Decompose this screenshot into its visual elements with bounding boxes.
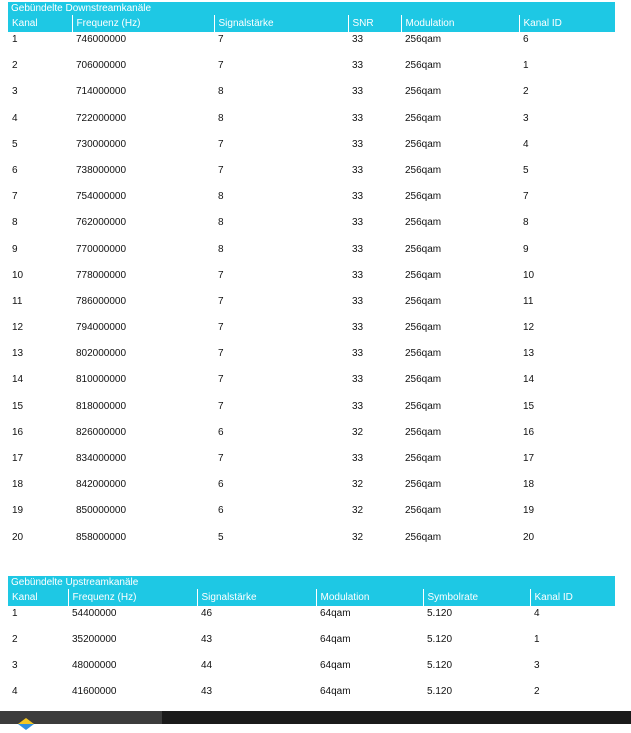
table-cell: 18 — [12, 479, 24, 491]
table-cell: 722000000 — [76, 112, 127, 124]
table-cell: 7 — [218, 34, 224, 45]
table-cell: 9 — [12, 243, 18, 255]
table-cell: 19 — [12, 505, 24, 517]
table-cell: 2 — [12, 60, 18, 72]
taskbar — [0, 711, 631, 724]
table-cell: 33 — [352, 243, 364, 255]
col-header-kanal-id: Kanal ID — [519, 15, 615, 32]
col-header-kanal: Kanal — [8, 589, 68, 606]
table-cell: 746000000 — [76, 34, 127, 45]
table-cell: 5 — [12, 138, 18, 150]
table-cell: 5.120 — [427, 686, 453, 697]
table-cell: 1 — [12, 608, 18, 619]
table-cell: 5 — [523, 164, 529, 176]
table-cell: 17 — [523, 453, 535, 464]
table-cell: 64qam — [320, 686, 351, 697]
table-cell: 8 — [523, 217, 529, 229]
upstream-table — [8, 589, 615, 710]
windows-app-icon — [16, 718, 36, 730]
table-row — [8, 399, 615, 425]
table-row — [8, 242, 615, 268]
table-cell: 16 — [523, 426, 535, 438]
table-cell: 256qam — [405, 453, 442, 464]
table-cell: 48000000 — [72, 660, 117, 671]
table-cell: 256qam — [405, 243, 442, 255]
table-cell: 834000000 — [76, 453, 127, 464]
table-cell: 33 — [352, 348, 364, 360]
table-cell: 256qam — [405, 217, 442, 229]
table-cell: 1 — [12, 34, 18, 45]
table-cell: 706000000 — [76, 60, 127, 72]
table-cell: 256qam — [405, 191, 442, 203]
table-cell: 32 — [352, 531, 364, 543]
col-header-snr: SNR — [348, 15, 401, 32]
table-cell: 842000000 — [76, 479, 127, 491]
table-row — [8, 137, 615, 163]
table-cell: 5.120 — [427, 634, 453, 645]
table-cell: 13 — [12, 348, 24, 360]
table-cell: 11 — [12, 295, 23, 307]
table-cell: 8 — [218, 243, 224, 255]
table-row — [8, 658, 615, 684]
col-header-signalstaerke: Signalstärke — [214, 15, 348, 32]
table-cell: 9 — [523, 243, 529, 255]
table-cell: 858000000 — [76, 531, 127, 543]
table-cell: 32 — [352, 479, 364, 491]
table-cell: 5.120 — [427, 608, 453, 619]
table-cell: 8 — [218, 217, 224, 229]
upstream-title: Gebündelte Upstreamkanäle — [8, 576, 615, 589]
table-cell: 7 — [218, 269, 224, 281]
table-cell: 714000000 — [76, 86, 127, 98]
table-cell: 3 — [12, 660, 18, 671]
table-cell: 3 — [523, 112, 529, 124]
downstream-panel — [8, 2, 615, 556]
table-cell: 256qam — [405, 400, 442, 412]
table-cell: 256qam — [405, 112, 442, 124]
table-cell: 32 — [352, 505, 364, 517]
table-cell: 8 — [218, 112, 224, 124]
table-cell: 44 — [201, 660, 213, 671]
table-cell: 256qam — [405, 295, 442, 307]
table-cell: 8 — [218, 191, 224, 203]
table-row — [8, 606, 615, 632]
table-cell: 786000000 — [76, 295, 127, 307]
table-cell: 33 — [352, 374, 364, 386]
table-cell: 43 — [201, 634, 213, 645]
table-cell: 256qam — [405, 322, 442, 334]
table-cell: 3 — [534, 660, 540, 671]
table-row — [8, 632, 615, 658]
table-row — [8, 477, 615, 503]
table-cell: 13 — [523, 348, 535, 360]
table-cell: 1 — [523, 60, 529, 72]
table-cell: 7 — [12, 191, 18, 203]
table-cell: 256qam — [405, 505, 442, 517]
table-cell: 6 — [218, 505, 224, 517]
table-cell: 33 — [352, 295, 364, 307]
table-cell: 5 — [218, 531, 224, 543]
downstream-table — [8, 15, 615, 556]
table-cell: 11 — [523, 295, 534, 307]
table-row — [8, 530, 615, 556]
table-cell: 4 — [12, 686, 18, 697]
table-cell: 41600000 — [72, 686, 117, 697]
table-cell: 33 — [352, 86, 364, 98]
table-cell: 54400000 — [72, 608, 117, 619]
table-cell: 33 — [352, 164, 364, 176]
table-cell: 12 — [523, 322, 535, 334]
table-cell: 770000000 — [76, 243, 127, 255]
table-cell: 256qam — [405, 60, 442, 72]
table-cell: 15 — [523, 400, 535, 412]
table-cell: 7 — [523, 191, 529, 203]
table-cell: 826000000 — [76, 426, 127, 438]
table-cell: 818000000 — [76, 400, 127, 412]
table-cell: 12 — [12, 322, 24, 334]
table-cell: 256qam — [405, 164, 442, 176]
table-cell: 33 — [352, 191, 364, 203]
table-cell: 7 — [218, 322, 224, 334]
table-cell: 2 — [12, 634, 18, 645]
table-cell: 7 — [218, 295, 224, 307]
table-cell: 7 — [218, 453, 224, 464]
table-cell: 7 — [218, 60, 224, 72]
col-header-modulation: Modulation — [401, 15, 519, 32]
table-cell: 1 — [534, 634, 540, 645]
table-cell: 778000000 — [76, 269, 127, 281]
table-row — [8, 294, 615, 320]
table-row — [8, 111, 615, 137]
col-header-symbolrate: Symbolrate — [423, 589, 530, 606]
table-cell: 256qam — [405, 374, 442, 386]
table-cell: 256qam — [405, 348, 442, 360]
upstream-panel — [8, 576, 615, 710]
table-cell: 762000000 — [76, 217, 127, 229]
table-row — [8, 189, 615, 215]
table-row — [8, 372, 615, 398]
col-header-signalstaerke: Signalstärke — [197, 589, 316, 606]
table-cell: 810000000 — [76, 374, 127, 386]
table-cell: 7 — [218, 348, 224, 360]
table-row — [8, 346, 615, 372]
table-cell: 10 — [12, 269, 24, 281]
table-cell: 7 — [218, 400, 224, 412]
table-cell: 33 — [352, 322, 364, 334]
table-cell: 20 — [12, 531, 24, 543]
downstream-title: Gebündelte Downstreamkanäle — [8, 2, 615, 15]
table-cell: 738000000 — [76, 164, 127, 176]
col-header-frequenz: Frequenz (Hz) — [72, 15, 214, 32]
table-cell: 35200000 — [72, 634, 117, 645]
table-cell: 5.120 — [427, 660, 453, 671]
table-cell: 8 — [218, 86, 224, 98]
table-row — [8, 503, 615, 529]
table-cell: 33 — [352, 34, 364, 45]
table-cell: 2 — [534, 686, 540, 697]
table-cell: 7 — [218, 164, 224, 176]
table-cell: 33 — [352, 138, 364, 150]
table-cell: 4 — [12, 112, 18, 124]
table-cell: 2 — [523, 86, 529, 98]
table-cell: 7 — [218, 138, 224, 150]
table-cell: 33 — [352, 60, 364, 72]
table-cell: 256qam — [405, 34, 442, 45]
table-cell: 794000000 — [76, 322, 127, 334]
table-row — [8, 684, 615, 710]
table-cell: 10 — [523, 269, 535, 281]
col-header-modulation: Modulation — [316, 589, 423, 606]
table-cell: 33 — [352, 453, 364, 464]
table-cell: 19 — [523, 505, 535, 517]
table-cell: 256qam — [405, 479, 442, 491]
table-cell: 3 — [12, 86, 18, 98]
table-row — [8, 32, 615, 58]
table-cell: 256qam — [405, 86, 442, 98]
table-cell: 256qam — [405, 426, 442, 438]
table-row — [8, 425, 615, 451]
downstream-header-row — [8, 15, 615, 32]
table-row — [8, 163, 615, 189]
table-cell: 64qam — [320, 634, 351, 645]
table-row — [8, 84, 615, 110]
table-row — [8, 215, 615, 241]
table-cell: 64qam — [320, 608, 351, 619]
table-cell: 850000000 — [76, 505, 127, 517]
table-cell: 17 — [12, 453, 24, 464]
col-header-kanal-id: Kanal ID — [530, 589, 615, 606]
table-cell: 6 — [218, 426, 224, 438]
table-cell: 46 — [201, 608, 213, 619]
table-cell: 14 — [12, 374, 24, 386]
table-row — [8, 451, 615, 477]
table-cell: 7 — [218, 374, 224, 386]
table-cell: 6 — [218, 479, 224, 491]
table-cell: 6 — [12, 164, 18, 176]
table-cell: 8 — [12, 217, 18, 229]
table-cell: 18 — [523, 479, 535, 491]
col-header-kanal: Kanal — [8, 15, 72, 32]
table-cell: 16 — [12, 426, 24, 438]
table-cell: 33 — [352, 217, 364, 229]
table-cell: 14 — [523, 374, 535, 386]
table-row — [8, 320, 615, 346]
table-cell: 6 — [523, 34, 529, 45]
table-row — [8, 58, 615, 84]
table-cell: 33 — [352, 400, 364, 412]
table-cell: 33 — [352, 112, 364, 124]
table-cell: 20 — [523, 531, 535, 543]
table-cell: 802000000 — [76, 348, 127, 360]
table-cell: 256qam — [405, 138, 442, 150]
table-cell: 4 — [534, 608, 540, 619]
taskbar-app-button[interactable] — [0, 711, 162, 724]
table-row — [8, 268, 615, 294]
table-cell: 730000000 — [76, 138, 127, 150]
col-header-frequenz: Frequenz (Hz) — [68, 589, 197, 606]
table-cell: 256qam — [405, 269, 442, 281]
table-cell: 64qam — [320, 660, 351, 671]
upstream-header-row — [8, 589, 615, 606]
table-cell: 32 — [352, 426, 364, 438]
table-cell: 4 — [523, 138, 529, 150]
table-cell: 754000000 — [76, 191, 127, 203]
table-cell: 15 — [12, 400, 24, 412]
table-cell: 256qam — [405, 531, 442, 543]
table-cell: 33 — [352, 269, 364, 281]
table-cell: 43 — [201, 686, 213, 697]
